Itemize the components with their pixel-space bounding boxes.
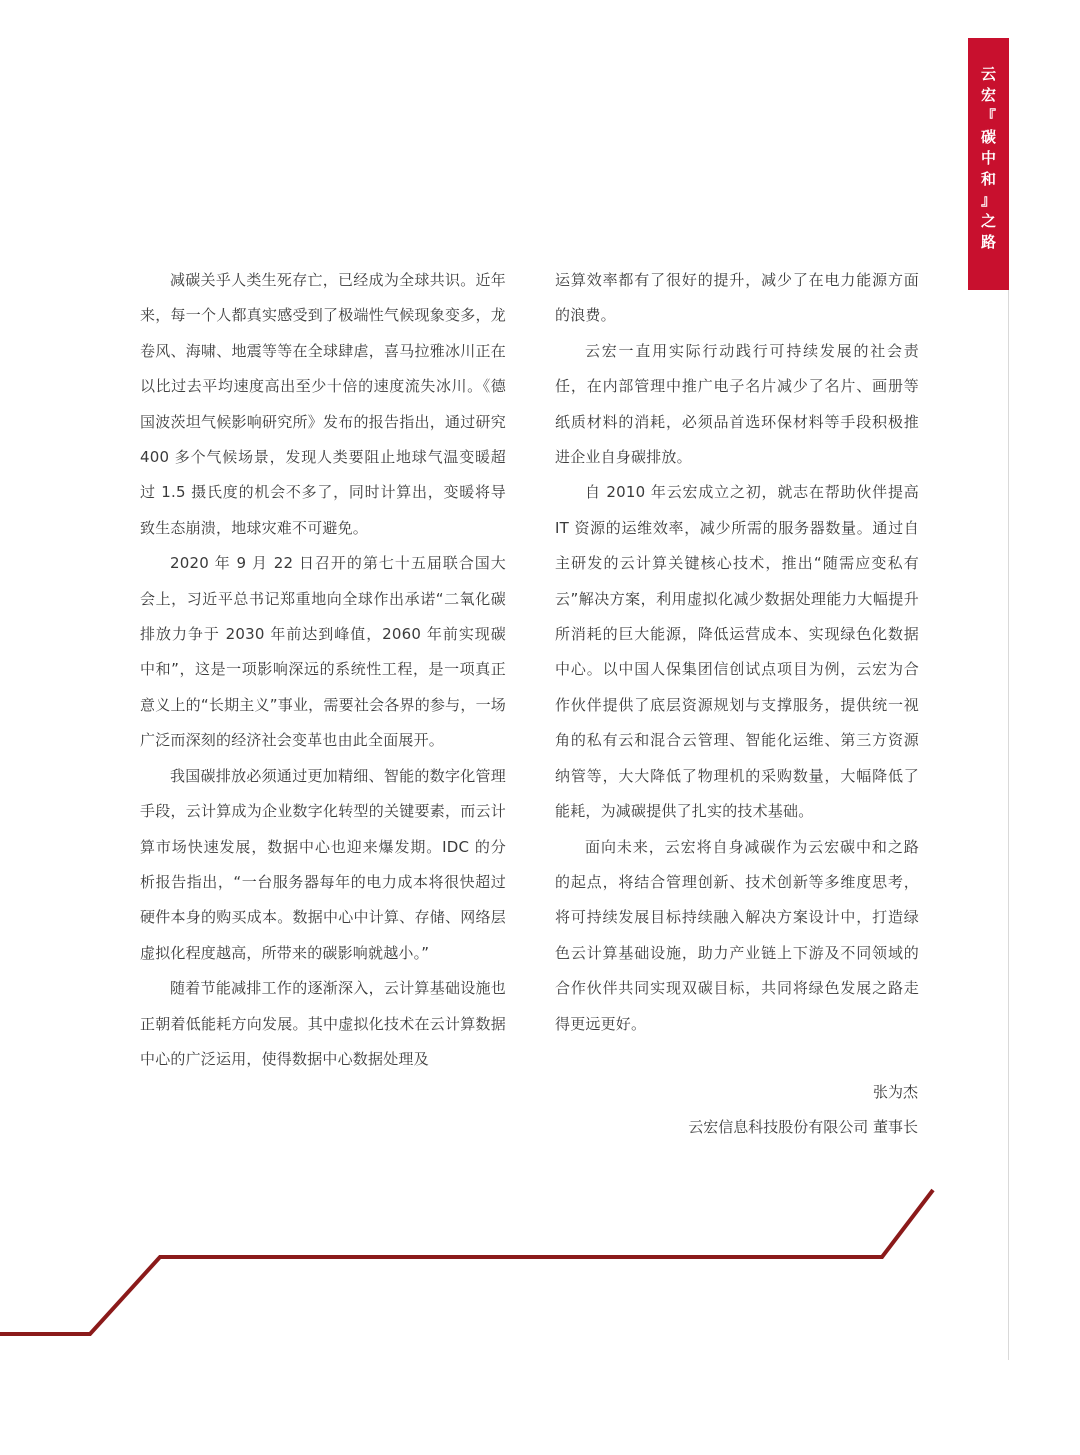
side-tab-char: 宏 <box>980 86 996 104</box>
side-tab-char: 和 <box>980 170 996 188</box>
side-tab-char: 路 <box>980 233 996 251</box>
signature-name: 张为杰 <box>872 1083 918 1101</box>
paragraph: 面向未来，云宏将自身减碳作为云宏碳中和之路的起点，将结合管理创新、技术创新等多维度思考，将可持续发展目标持续融入解决方案设计中，打造绿色云计算基础设施，助力产业链上下游及不同领域的合作伙伴共同实现双碳目标，共同将绿色发展之路走得更远更好。 <box>555 837 919 1033</box>
paragraph: 自 2010 年云宏成立之初，就志在帮助伙伴提高 IT 资源的运维效率，减少所需的服务器数量。通过自主研发的云计算关键核心技术，推出“随需应变私有云”解决方案，利用虚拟化减少数据处理能力大幅提升所消耗的巨大能源，降低运营成本、实现绿色化数据中心。以中国人保集团信创试点项目为例，云宏为合作伙伴提供了底层资源规划与支撑服务，提供统一视角的私有云和混合云管理、智能化运维、第三方资源纳管等，大大降低了物理机的采购数量，大幅降低了能耗，为减碳提供了扎实的技术基础。 <box>555 483 919 821</box>
paragraph: 随着节能减排工作的逐渐深入，云计算基础设施也正朝着低能耗方向发展。其中虚拟化技术在云计算数据中心的广泛运用，使得数据中心数据处理及 <box>140 979 506 1068</box>
paragraph: 云宏一直用实际行动践行可持续发展的社会责任，在内部管理中推广电子名片减少了名片、画册等纸质材料的消耗，必须品首选环保材料等手段积极推进企业自身碳排放。 <box>555 341 919 467</box>
side-tab-char: 碳 <box>980 128 996 146</box>
side-tab-char: 中 <box>980 149 996 167</box>
paragraph: 我国碳排放必须通过更加精细、智能的数字化管理手段，云计算成为企业数字化转型的关键要素，而云计算市场快速发展，数据中心也迎来爆发期。IDC 的分析报告指出，“一台服务器每年的电力成本将很快超过硬件本身的购买成本。数据中心中计算、存储、网络层虚拟化程度越高，所带来的碳影响就越小。” <box>140 766 506 962</box>
paragraph-continuation: 运算效率都有了很好的提升，减少了在电力能源方面的浪费。 <box>555 271 919 325</box>
side-tab-char: 『 <box>980 107 996 125</box>
signature-title: 云宏信息科技股份有限公司 董事长 <box>688 1118 918 1136</box>
side-tab-char: 』 <box>980 191 996 209</box>
side-tab-char: 云 <box>980 65 996 83</box>
red-accent-line <box>0 1190 933 1334</box>
paragraph: 2020 年 9 月 22 日召开的第七十五届联合国大会上，习近平总书记郑重地向全球作出承诺“二氧化碳排放力争于 2030 年前达到峰值，2060 年前实现碳中和”，这是一项影响深远的系统性工程，是一项真正意义上的“长期主义”事业，需要社会各界的参与，一场广泛而深刻的经济社会变革也由此全面展开。 <box>140 554 506 750</box>
side-tab-char: 之 <box>980 212 996 230</box>
paragraph: 减碳关乎人类生死存亡，已经成为全球共识。近年来，每一个人都真实感受到了极端性气候现象变多，龙卷风、海啸、地震等等在全球肆虐，喜马拉雅冰川正在以比过去平均速度高出至少十倍的速度流失冰川。《德国波茨坦气候影响研究所》发布的报告指出，通过研究 400 多个气候场景，发现人类要阻止地球气温变暖超过 1.5 摄氏度的机会不多了，同时计算出，变暖将导致生态崩溃，地球灾难不可避免。 <box>140 271 506 537</box>
